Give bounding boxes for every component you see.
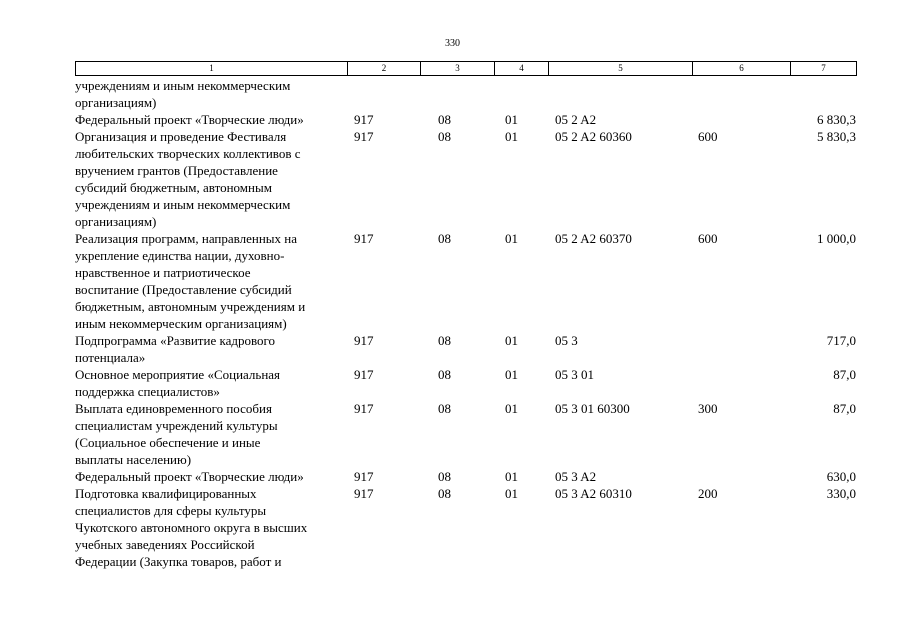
row-name: Организация и проведение Фестиваля любительских творческих коллективов с вручением грантов (Предоставление субсидий бюджетным, автономным учреждениям и иным некоммерческим организациям) (75, 129, 301, 229)
row-target-article (552, 77, 696, 111)
table-row (75, 332, 856, 366)
table-row (75, 111, 856, 128)
row-target-article: 05 3 A2 60310 (555, 486, 632, 501)
row-amount: 717,0 (826, 333, 856, 348)
row-target-article: 05 2 A2 60370 (555, 231, 632, 246)
row-amount (794, 77, 856, 111)
row-subsection (498, 77, 552, 111)
column-header-5: 5 (549, 62, 693, 76)
table-row (75, 485, 856, 570)
row-section: 08 (438, 112, 451, 127)
row-subsection: 01 (505, 401, 518, 416)
row-subsection: 01 (505, 486, 518, 501)
row-amount: 1 000,0 (817, 231, 856, 246)
row-expense-type (696, 468, 794, 485)
row-section: 08 (438, 129, 451, 144)
row-section: 08 (438, 333, 451, 348)
table-row (75, 77, 856, 111)
row-name: Федеральный проект «Творческие люди» (75, 469, 304, 484)
row-subsection: 01 (505, 367, 518, 382)
page-number: 330 (445, 38, 460, 49)
column-header-4: 4 (495, 62, 549, 76)
row-expense-type (696, 111, 794, 128)
row-target-article: 05 3 (555, 333, 578, 348)
row-amount: 630,0 (826, 469, 856, 484)
row-section (424, 77, 498, 111)
table-row (75, 230, 856, 332)
table-row (75, 128, 856, 230)
row-subsection: 01 (505, 333, 518, 348)
row-name: Федеральный проект «Творческие люди» (75, 112, 304, 127)
row-code-ministry: 917 (354, 112, 374, 127)
row-name: Подготовка квалифицированных специалистов для сферы культуры Чукотского автономного округа в высших учебных заведениях Российской Федерации (Закупка товаров, работ и (75, 486, 308, 569)
row-section: 08 (438, 401, 451, 416)
row-name: Основное мероприятие «Социальная поддержка специалистов» (75, 367, 281, 399)
row-section: 08 (438, 469, 451, 484)
row-amount: 330,0 (826, 486, 856, 501)
row-expense-type: 200 (698, 486, 718, 501)
column-header-3: 3 (421, 62, 495, 76)
row-code-ministry: 917 (354, 333, 374, 348)
row-target-article: 05 2 A2 60360 (555, 129, 632, 144)
table-row (75, 400, 856, 468)
table-row (75, 366, 856, 400)
row-code-ministry: 917 (354, 469, 374, 484)
row-amount: 87,0 (833, 401, 856, 416)
row-name: Реализация программ, направленных на укрепление единства нации, духовно- нравственное и патриотическое воспитание (Предоставление субсидий бюджетным, автономным учреждениям и иным некоммерческим организациям) (75, 231, 306, 331)
row-subsection: 01 (505, 469, 518, 484)
row-section: 08 (438, 231, 451, 246)
column-header-table (75, 61, 857, 76)
table-row (75, 468, 856, 485)
column-header-1: 1 (76, 62, 348, 76)
row-target-article: 05 3 01 (555, 367, 594, 382)
row-expense-type: 600 (698, 129, 718, 144)
row-target-article: 05 2 A2 (555, 112, 597, 127)
row-expense-type (696, 77, 794, 111)
row-amount: 5 830,3 (817, 129, 856, 144)
row-section: 08 (438, 367, 451, 382)
row-section: 08 (438, 486, 451, 501)
row-name: учреждениям и иным некоммерческим организациям) (75, 78, 291, 110)
column-header-row (76, 62, 857, 76)
row-amount: 87,0 (833, 367, 856, 382)
row-target-article: 05 3 A2 (555, 469, 597, 484)
row-code-ministry (351, 77, 424, 111)
column-header-7: 7 (791, 62, 857, 76)
row-name: Выплата единовременного пособия специалистам учреждений культуры (Социальное обеспечение и иные выплаты населению) (75, 401, 278, 467)
row-expense-type (696, 366, 794, 400)
row-code-ministry: 917 (354, 367, 374, 382)
table-body (75, 77, 856, 570)
row-code-ministry: 917 (354, 486, 374, 501)
row-expense-type: 300 (698, 401, 718, 416)
row-code-ministry: 917 (354, 401, 374, 416)
row-code-ministry: 917 (354, 129, 374, 144)
column-header-2: 2 (348, 62, 421, 76)
row-subsection: 01 (505, 231, 518, 246)
row-expense-type (696, 332, 794, 366)
row-name: Подпрограмма «Развитие кадрового потенциала» (75, 333, 276, 365)
row-code-ministry: 917 (354, 231, 374, 246)
row-subsection: 01 (505, 112, 518, 127)
row-expense-type: 600 (698, 231, 718, 246)
column-header-6: 6 (693, 62, 791, 76)
row-target-article: 05 3 01 60300 (555, 401, 630, 416)
row-amount: 6 830,3 (817, 112, 856, 127)
row-subsection: 01 (505, 129, 518, 144)
